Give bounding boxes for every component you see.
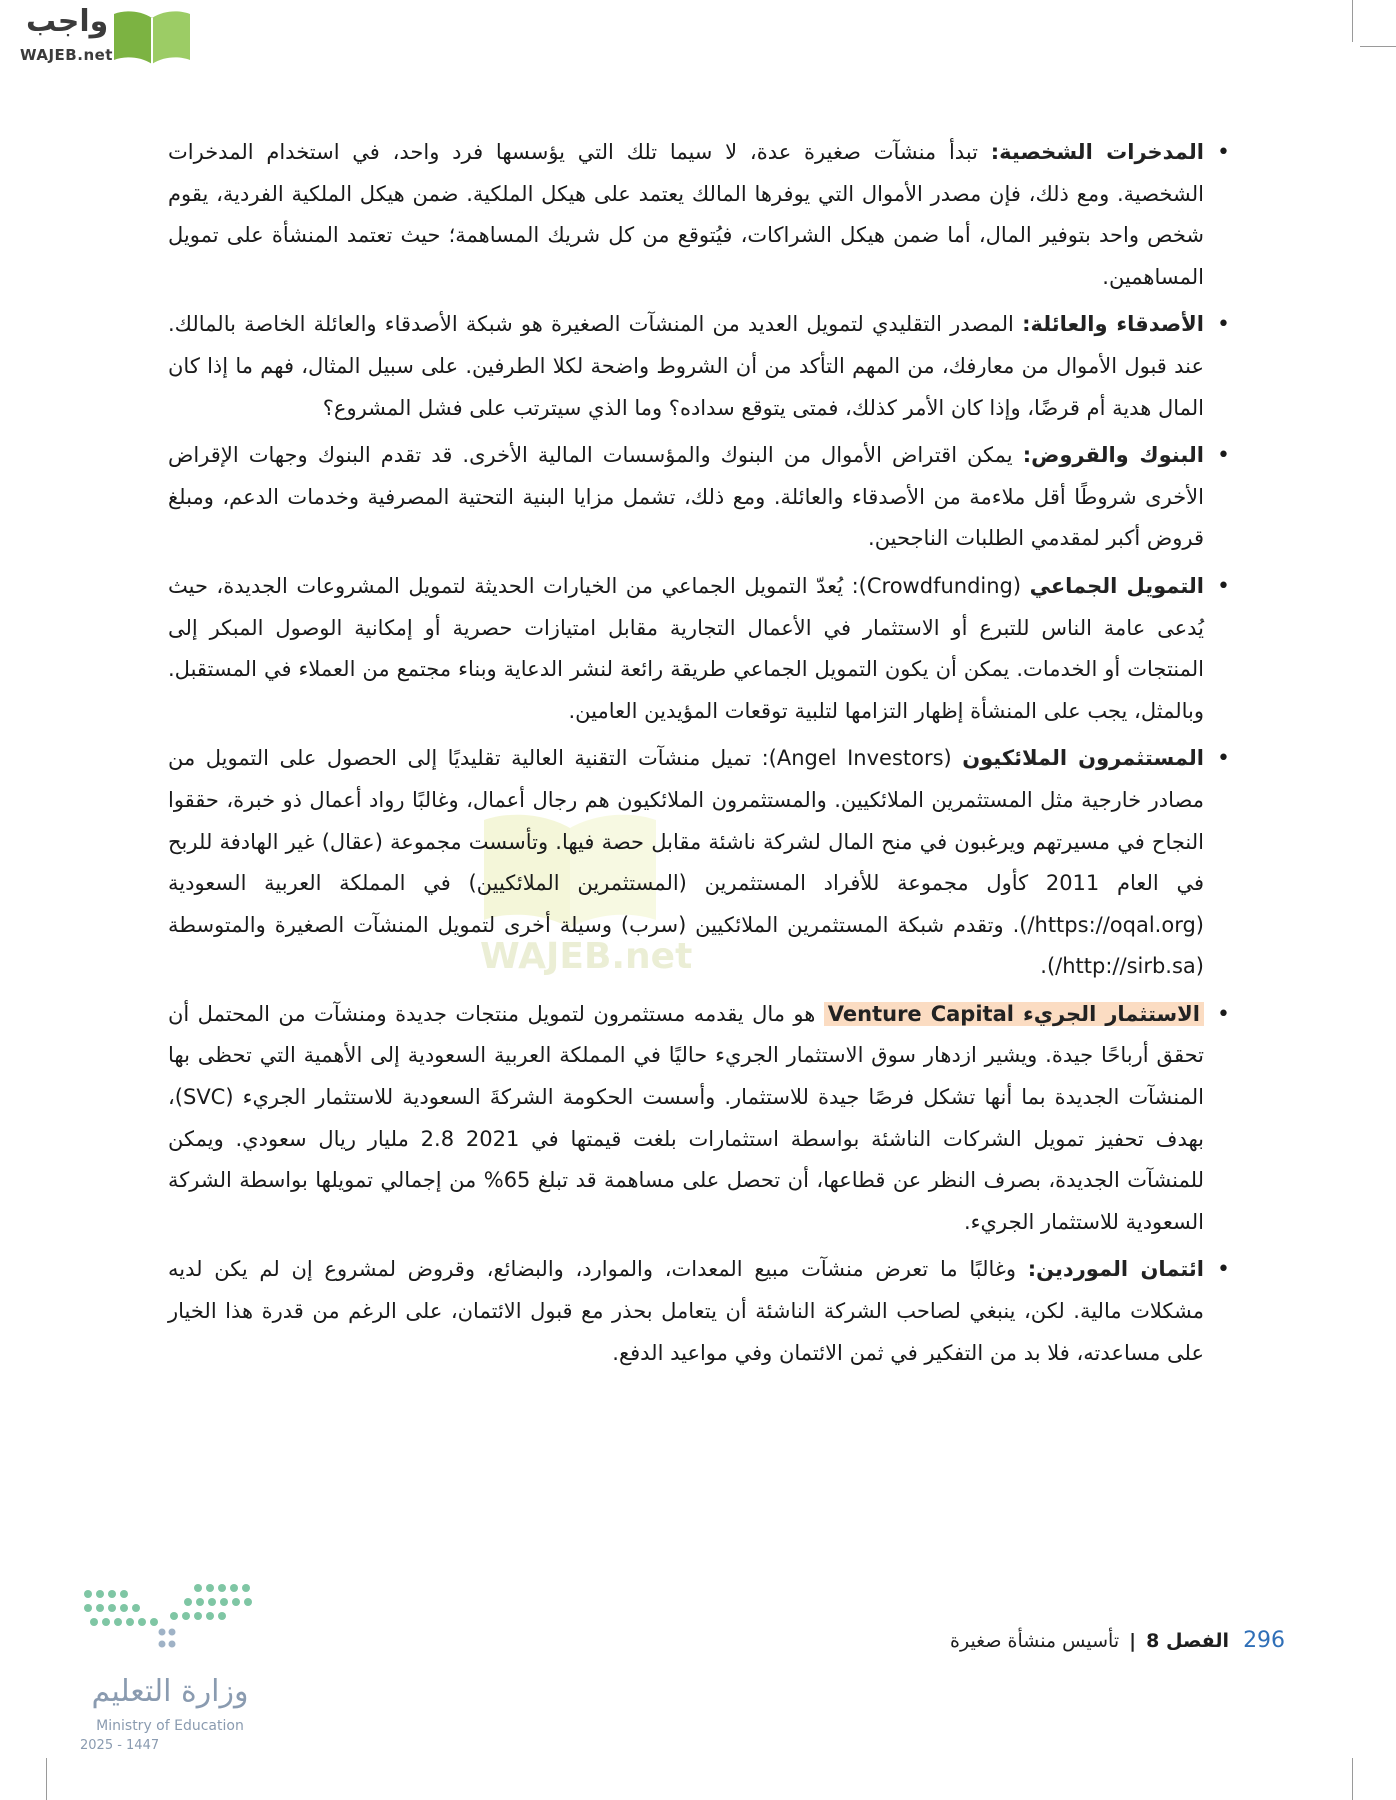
bullet-icon: • [1217,140,1230,165]
crop-mark-bottom-right [1352,1758,1353,1800]
bullet-icon: • [1217,746,1230,772]
crop-mark-top-right [1352,0,1353,42]
watermark-text: WAJEB.net [480,936,693,977]
list-item [168,1249,1230,1374]
ministry-arabic: وزارة التعليم [91,1674,249,1709]
item-term: المدخرات الشخصية: [990,140,1204,164]
bullet-icon: • [1217,1001,1230,1027]
bullet-icon: • [1217,573,1230,599]
page-footer [950,1628,1285,1653]
item-text: تبدأ منشآت صغيرة عدة، لا سيما تلك التي يؤسسها فرد واحد، في استخدام المدخرات الشخصية. ومع ذلك، فإن مصدر الأموال التي يوفرها المالك يعتمد على هيكل الملكية. ضمن هيكل الملكية الفردية، يقوم شخص واحد بتوفير المال، أما ضمن هيكل الشراكات، فيُتوقع من كل شريك المساهمة؛ حيث تعتمد المنشأة على تمويل المساهمين. [168,140,1204,289]
item-text: هو مال يقدمه مستثمرون لتمويل منتجات جديدة ومنشآت من المحتمل أن تحقق أرباحًا جيدة. ويشير ازدهار سوق الاستثمار الجريء حاليًا في المملكة العربية السعودية إلى الأهمية التي تحظى بها المنشآت الجديدة بما أنها تشكل فرصًا جيدة للاستثمار. وأسست الحكومة الشركةَ السعودية للاستثمار الجريء (SVC)، بهدف تحفيز تمويل الشركات الناشئة بواسطة استثمارات بلغت قيمتها في 2021 2.8 مليار ريال سعودي. ويمكن للمنشآت الجديدة، بصرف النظر عن قطاعها، أن تحصل على مساهمة قد تبلغ 65% من إجمالي تمويلها بواسطة الشركة السعودية للاستثمار الجريء. [168,1001,1205,1234]
item-term: الأصدقاء والعائلة: [1022,312,1204,337]
ministry-dots-icon [78,1574,258,1674]
bullet-icon: • [1217,1257,1230,1283]
wajeb-logo[interactable] [8,4,190,68]
brand-english: WAJEB.net [20,46,113,64]
list-item [168,435,1230,560]
list-item [168,738,1230,988]
list-item [168,994,1230,1244]
ministry-english: Ministry of Education [96,1718,244,1734]
item-text: يُعدّ التمويل الجماعي من الخيارات الحديثة لتمويل المشروعات الجديدة، حيث يُدعى عامة الناس للتبرع أو الاستثمار في الأعمال التجارية مقابل امتيازات حصرية أو إمكانية الوصول المبكر إلى المنتجات أو الخدمات. يمكن أن يكون التمويل الجماعي طريقة رائعة لنشر الدعاية وبناء مجتمع من العملاء في المستقبل. وبالمثل، يجب على المنشأة إظهار التزامها لتلبية توقعات المؤيدين العامين. [168,573,1204,723]
item-term-highlighted: الاستثمار الجريء Venture Capital [824,1002,1204,1026]
book-icon [112,8,192,64]
item-term-english: (Angel Investors): [761,746,952,771]
crop-mark-top-right-h [1360,46,1396,47]
item-term: البنوك والقروض: [1022,443,1205,468]
content-body [168,132,1230,1380]
list-item [168,566,1230,732]
item-term-english: (Crowdfunding): [851,573,1022,598]
ministry-year: 2025 - 1447 [80,1738,160,1753]
brand-arabic: واجب [26,4,109,39]
item-text: تميل منشآت التقنية العالية تقليديًا إلى الحصول على التمويل من مصادر خارجية مثل المستثمرين الملائكيين. والمستثمرون الملائكيون هم رجال أعمال، وغالبًا رواد أعمال ذو خبرة، حققوا النجاح في مسيرتهم ويرغبون في منح المال لشركة ناشئة مقابل حصة فيها. وتأسست مجموعة (عقال) غير الهادفة للربح في العام 2011 كأول مجموعة للأفراد المستثمرين (المستثمرين الملائكيين) في المملكة العربية السعودية (https://oqal.org/). وتقدم شبكة المستثمرين الملائكيين (سرب) وسيلة أخرى لتمويل المنشآت الصغيرة والمتوسطة (http://sirb.sa/). [168,746,1204,979]
chapter-title: تأسيس منشأة صغيرة [950,1630,1120,1652]
item-text: يمكن اقتراض الأموال من البنوك والمؤسسات المالية الأخرى. قد تقدم البنوك وجهات الإقراض الأخرى شروطًا أقل ملاءمة من الأصدقاء والعائلة. ومع ذلك، تشمل مزايا البنية التحتية المصرفية وخدمات الدعم، ومبلغ قروض أكبر لمقدمي الطلبات الناجحين. [168,443,1204,551]
footer-separator: | [1129,1630,1137,1652]
bullet-icon: • [1217,312,1230,338]
list-item [168,304,1230,429]
item-term: ائتمان الموردين: [1027,1257,1205,1282]
page-number: 296 [1243,1628,1286,1653]
chapter-label: الفصل 8 [1146,1630,1230,1652]
item-term: التمويل الجماعي [1029,573,1204,598]
item-text: وغالبًا ما تعرض منشآت مبيع المعدات، والموارد، والبضائع، وقروض لمشروع إن لم يكن لديه مشكلات مالية. لكن، ينبغي لصاحب الشركة الناشئة أن يتعامل بحذر مع قبول الائتمان، على الرغم من قدرة هذا الخيار على مساعدته، فلا بد من التفكير في ثمن الائتمان وفي مواعيد الدفع. [168,1257,1204,1365]
item-term: المستثمرون الملائكيون [962,746,1204,771]
crop-mark-bottom-left [46,1758,47,1800]
ministry-logo [78,1574,268,1753]
item-text: المصدر التقليدي لتمويل العديد من المنشآت الصغيرة هو شبكة الأصدقاء والعائلة الخاصة بالمالك. عند قبول الأموال من معارفك، من المهم التأكد من أن الشروط واضحة لكلا الطرفين. على سبيل المثال، فهم ما إذا كان المال هدية أم قرضًا، وإذا كان الأمر كذلك، فمتى يتوقع سداده؟ وما الذي سيترتب على فشل المشروع؟ [168,312,1204,420]
list-item [168,132,1230,298]
bullet-icon: • [1217,443,1230,469]
